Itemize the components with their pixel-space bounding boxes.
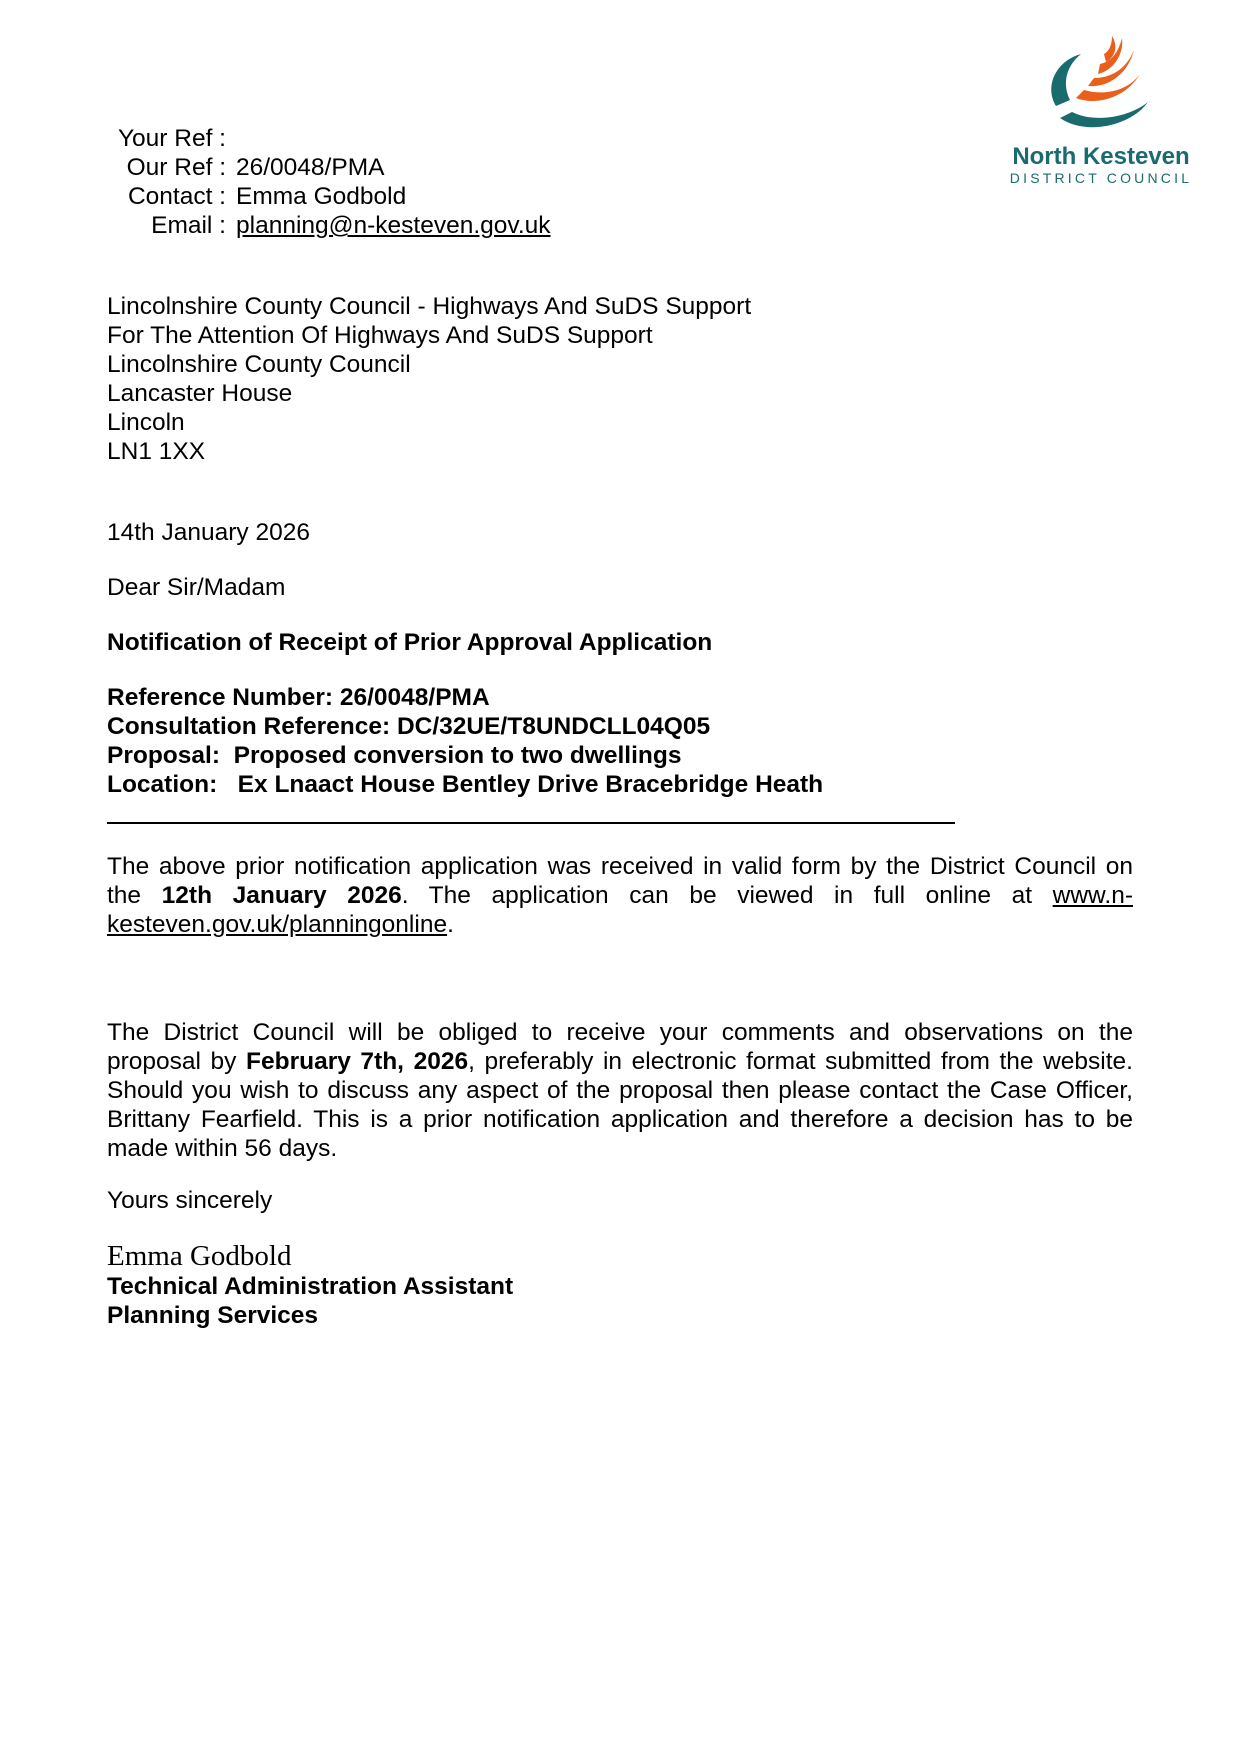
consultation-reference: Consultation Reference: DC/32UE/T8UNDCLL04Q05: [107, 713, 711, 740]
contact-label: Contact :: [127, 183, 226, 210]
recipient-address: [107, 292, 751, 466]
email-link[interactable]: planning@n-kesteven.gov.uk: [236, 212, 551, 239]
address-line: Lincolnshire County Council: [107, 351, 411, 378]
divider-line: [107, 822, 955, 824]
your-ref-label: Your Ref :: [117, 125, 226, 152]
email-label: Email :: [151, 212, 226, 239]
reference-number: Reference Number: 26/0048/PMA: [107, 684, 490, 711]
closing: Yours sincerely: [107, 1187, 273, 1214]
logo-name: North Kesteven: [1012, 143, 1190, 170]
para2-text-a: The District Council will be obliged to receive your comments and observations on the proposal by: [107, 1019, 1133, 1075]
council-swirl-icon: [1036, 36, 1166, 136]
para1-text-a: The above prior notification application was received in valid form by the District Council on the: [107, 853, 1133, 909]
email-row: [0, 211, 700, 240]
proposal-label: Proposal:: [107, 742, 220, 769]
contact-value: Emma Godbold: [236, 183, 407, 210]
our-ref-label: Our Ref :: [126, 154, 226, 181]
location-label: Location:: [107, 771, 218, 798]
address-line: Lincoln: [107, 409, 185, 436]
your-ref-row: [0, 124, 700, 153]
address-line: Lancaster House: [107, 380, 293, 407]
address-line: LN1 1XX: [107, 438, 206, 465]
location-line: [107, 770, 823, 799]
para1-text-b: . The application can be viewed in full online at: [401, 882, 1053, 909]
letter-date: 14th January 2026: [107, 519, 310, 546]
signature-department: Planning Services: [107, 1302, 319, 1329]
received-date: 12th January 2026: [161, 882, 402, 909]
address-line: Lincolnshire County Council - Highways And SuDS Support: [107, 293, 752, 320]
proposal-line: [107, 741, 823, 770]
address-line: For The Attention Of Highways And SuDS Support: [107, 322, 653, 349]
our-ref-value: 26/0048/PMA: [236, 154, 385, 181]
greeting: Dear Sir/Madam: [107, 574, 286, 601]
application-references: [107, 683, 823, 799]
paragraph-received: [107, 852, 1133, 939]
paragraph-comments: [107, 1018, 1133, 1163]
location-value: Ex Lnaact House Bentley Drive Bracebridge Heath: [237, 771, 824, 798]
council-logo: [996, 36, 1206, 186]
signature-name: Emma Godbold: [107, 1240, 292, 1272]
para1-text-c: .: [447, 911, 454, 938]
logo-subtitle: DISTRICT COUNCIL: [1009, 170, 1193, 186]
signature-title-block: [107, 1272, 513, 1330]
letter-heading: Notification of Receipt of Prior Approval Application: [107, 629, 713, 656]
contact-row: [0, 182, 700, 211]
planning-online-link[interactable]: www.n-kesteven.gov.uk/planningonline: [107, 882, 1133, 938]
signature-title: Technical Administration Assistant: [107, 1273, 514, 1300]
reference-block: [0, 124, 700, 240]
proposal-value: Proposed conversion to two dwellings: [233, 742, 682, 769]
deadline-date: February 7th, 2026: [246, 1048, 469, 1075]
para2-text-b: , preferably in electronic format submitted from the website. Should you wish to discuss any aspect of the proposal then please contact the Case Officer, Brittany Fearfield. This is a prior notification application and therefore a decision has to be made within 56 days.: [107, 1048, 1133, 1162]
our-ref-row: [0, 153, 700, 182]
